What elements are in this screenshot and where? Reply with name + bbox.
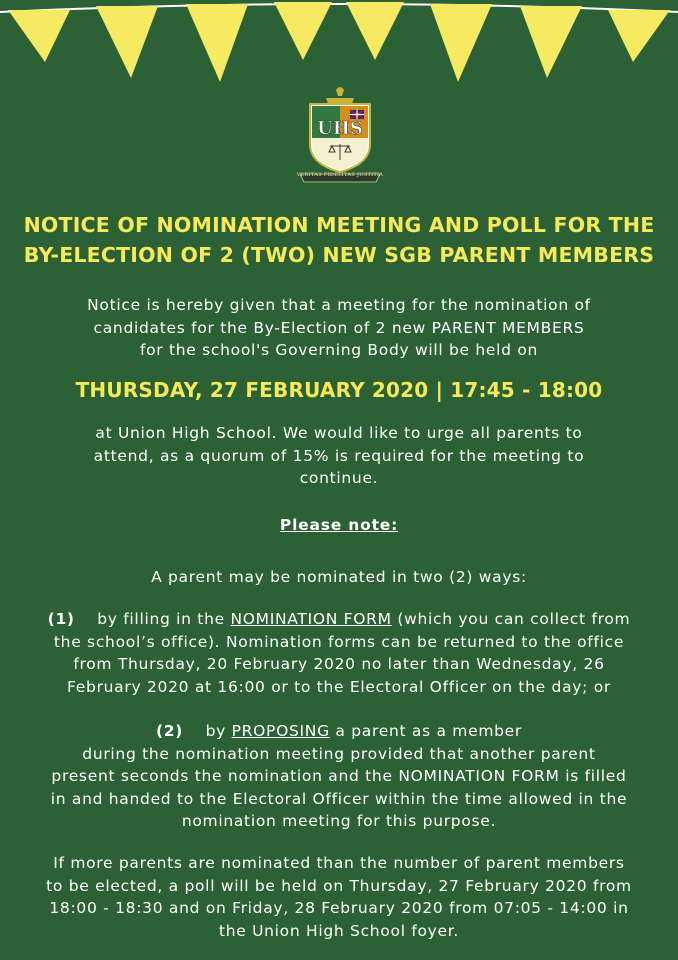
intro-line: Notice is hereby given that a meeting for the nomination of	[87, 296, 591, 314]
nomination-form-link[interactable]: NOMINATION FORM	[230, 610, 392, 628]
please-note-heading: Please note:	[279, 516, 399, 534]
intro-paragraph	[12, 294, 666, 362]
nomination-way-2	[12, 720, 666, 833]
intro-line: for the school's Governing Body will be held on	[139, 341, 539, 359]
venue-line: attend, as a quorum of 15% is required for the meeting to	[93, 446, 585, 465]
poll-line: to be elected, a poll will be held on Thursday, 27 February 2020 from	[46, 876, 632, 895]
title-line-1: NOTICE OF NOMINATION MEETING AND POLL FOR THE	[23, 213, 655, 237]
way-1-first-line	[12, 608, 666, 631]
bunting-flag	[8, 10, 70, 62]
way-1-line: February 2020 at 16:00 or to the Electoral Officer on the day; or	[67, 677, 611, 696]
intro-line: candidates for the By-Election of 2 new PARENT MEMBERS	[93, 318, 585, 337]
poll-line: 18:00 - 18:30 and on Friday, 28 February 2020 from 07:05 - 14:00 in	[49, 899, 629, 917]
notice-title	[0, 210, 678, 270]
bunting-flag	[96, 6, 158, 78]
way-2-line: during the nomination meeting provided that another parent	[82, 744, 596, 763]
bunting-flag	[274, 2, 332, 60]
way-2-line: present seconds the nomination and the NOMINATION FORM is filled	[51, 767, 627, 785]
way-2-line: nomination meeting for this purpose.	[181, 812, 497, 830]
way-1-text: by filling in the	[97, 610, 231, 628]
bunting-flag	[608, 10, 670, 62]
venue-paragraph	[12, 422, 666, 490]
bunting-flag	[430, 4, 492, 82]
venue-line: continue.	[299, 469, 379, 487]
bunting-flag	[346, 2, 404, 60]
ways-intro: A parent may be nominated in two (2) ways:	[151, 568, 527, 586]
way-2-text: by	[205, 722, 232, 740]
nomination-way-1	[12, 608, 666, 698]
poll-line: If more parents are nominated than the number of parent members	[53, 854, 625, 872]
way-2-text: a parent as a member	[329, 722, 522, 740]
meeting-date: THURSDAY, 27 FEBRUARY 2020 | 17:45 - 18:00	[75, 378, 603, 402]
venue-line: at Union High School. We would like to urge all parents to	[95, 424, 583, 442]
bunting-flag	[186, 4, 248, 82]
bunting-flag	[520, 6, 582, 78]
way-2-first-line	[12, 720, 666, 743]
crest-motto: VERITAS FIDELITAS JUSTITIA	[296, 172, 384, 178]
poll-line: the Union High School foyer.	[218, 921, 460, 940]
svg-text:UHS: UHS	[317, 118, 363, 139]
way-1-line: the school’s office). Nomination forms can be returned to the office	[53, 632, 625, 651]
way-2-line: in and handed to the Electoral Officer within the time allowed in the	[50, 789, 628, 808]
title-line-2: BY-ELECTION OF 2 (TWO) NEW SGB PARENT MEMBERS	[23, 243, 655, 267]
way-1-number: (1)	[47, 610, 75, 628]
poll-paragraph	[12, 852, 666, 942]
way-1-text: (which you can collect from	[391, 610, 631, 628]
proposing-link[interactable]: PROPOSING	[231, 722, 330, 740]
way-2-number: (2)	[155, 722, 184, 740]
way-1-line: from Thursday, 20 February 2020 no later than Wednesday, 26	[73, 655, 605, 673]
